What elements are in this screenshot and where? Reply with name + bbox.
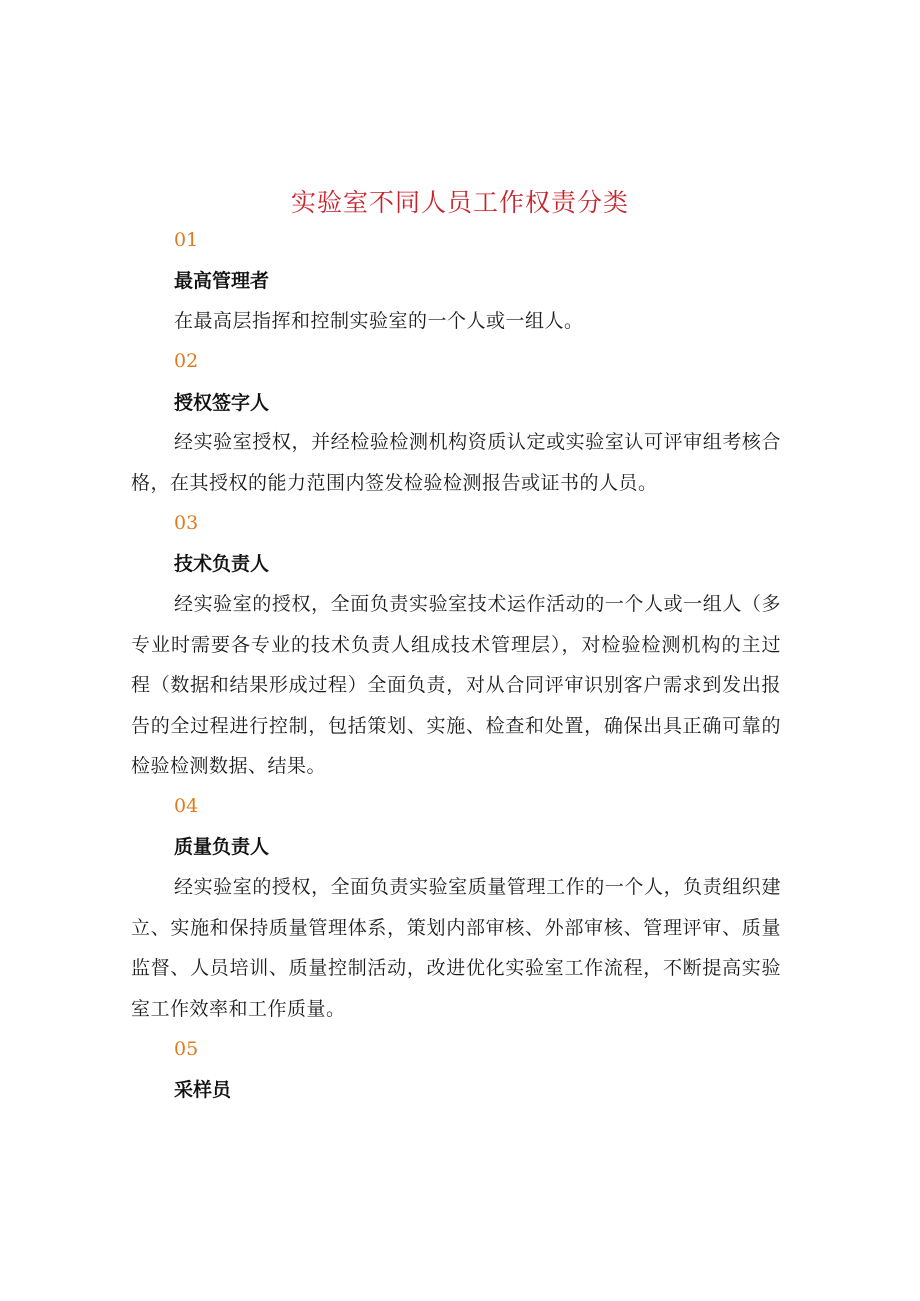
section-number: 02 <box>174 350 199 372</box>
section-heading: 采样员 <box>174 1079 232 1101</box>
section-number: 04 <box>174 795 199 817</box>
section-number: 05 <box>174 1038 199 1060</box>
section-heading: 质量负责人 <box>174 836 270 858</box>
section-number: 03 <box>174 512 199 534</box>
section-paragraph: 在最高层指挥和控制实验室的一个人或一组人。 <box>174 310 584 332</box>
section-paragraph: 经实验室的授权，全面负责实验室技术运作活动的一个人或一组人（多专业时需要各专业的技术负责人组成技术管理层），对检验检测机构的主过程（数据和结果形成过程）全面负责，对从合同评审识别客户需求到发出报告的全过程进行控制，包括策划、实施、检查和处置，确保出具正确可靠的检验检测数据、结果。 <box>131 593 781 778</box>
section-heading: 最高管理者 <box>174 270 270 292</box>
section-paragraph: 经实验室授权，并经检验检测机构资质认定或实验室认可评审组考核合格，在其授权的能力范围内签发检验检测报告或证书的人员。 <box>131 431 781 494</box>
section-heading: 技术负责人 <box>174 553 270 575</box>
section-number: 01 <box>174 229 199 251</box>
section-heading: 授权签字人 <box>174 392 270 414</box>
section-paragraph: 经实验室的授权，全面负责实验室质量管理工作的一个人，负责组织建立、实施和保持质量管理体系，策划内部审核、外部审核、管理评审、质量监督、人员培训、质量控制活动，改进优化实验室工作流程，不断提高实验室工作效率和工作质量。 <box>131 876 781 1020</box>
document-title: 实验室不同人员工作权责分类 <box>290 187 629 217</box>
